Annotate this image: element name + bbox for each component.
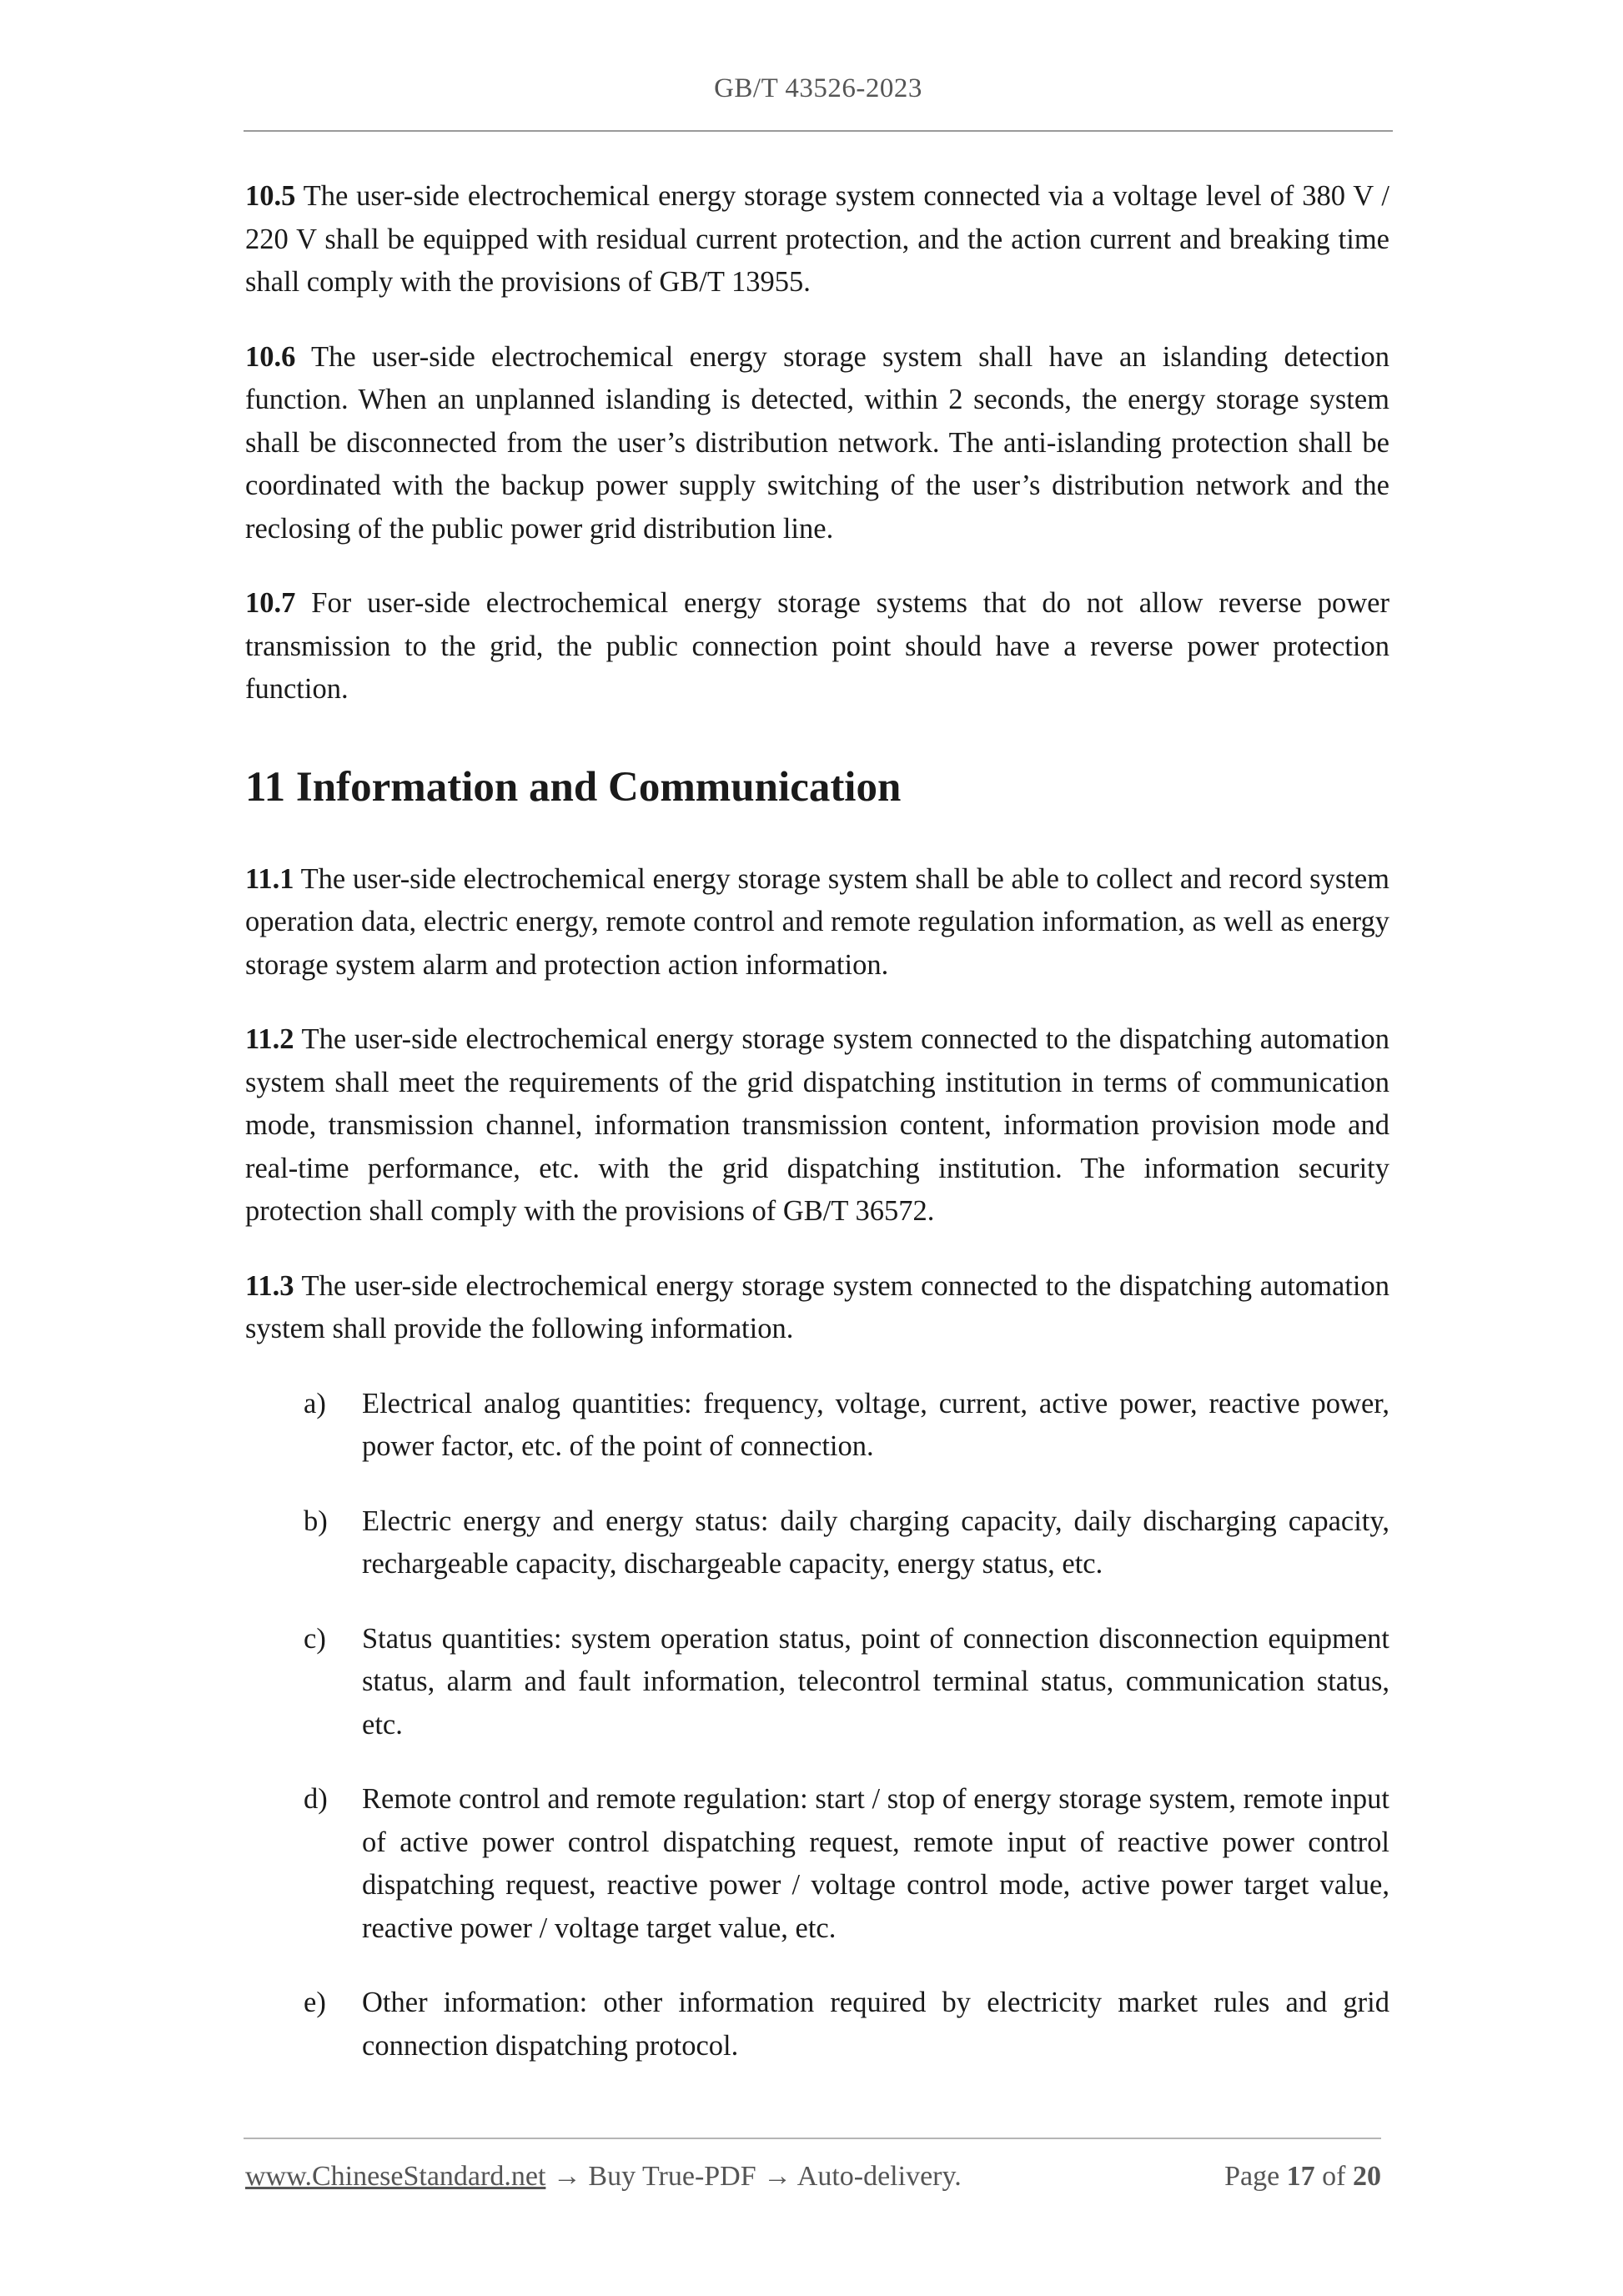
current-page-number: 17 bbox=[1286, 2161, 1315, 2192]
clause-text: The user-side electrochemical energy storage system connected to the dispatching automation system shall provide the following information. bbox=[245, 1269, 1389, 1344]
list-item bbox=[245, 1618, 1389, 1747]
clause-number: 10.6 bbox=[245, 340, 296, 373]
list-marker: a) bbox=[304, 1387, 326, 1419]
clause-10-5 bbox=[245, 175, 1389, 304]
clause-number: 11.1 bbox=[245, 862, 294, 895]
clause-text: For user-side electrochemical energy storage systems that do not allow reverse power transmission to the grid, the public connection point should have a reverse power protection function. bbox=[245, 587, 1389, 705]
list-item bbox=[245, 1500, 1389, 1586]
list-item-text: Status quantities: system operation status, point of connection disconnection equipment status, alarm and fault information, telecontrol terminal status, communication status, etc. bbox=[362, 1622, 1389, 1741]
list-item-text: Other information: other information required by electricity market rules and grid connection dispatching protocol. bbox=[362, 1987, 1389, 2062]
page-content bbox=[245, 175, 1389, 2099]
clause-number: 11.2 bbox=[245, 1023, 294, 1055]
list-item bbox=[245, 1383, 1389, 1469]
clause-10-7 bbox=[245, 582, 1389, 711]
document-header-id: GB/T 43526-2023 bbox=[714, 73, 922, 103]
header-divider bbox=[244, 130, 1393, 132]
clause-10-6 bbox=[245, 336, 1389, 551]
clause-11-2 bbox=[245, 1018, 1389, 1233]
clause-text: The user-side electrochemical energy storage system connected to the dispatching automation system shall meet the requirements of the grid dispatching institution in terms of communication mode, transmission channel, information transmission content, information provision mode and real-time performance, etc. with the grid dispatching institution. The information security protection shall comply with the provisions of GB/T 36572. bbox=[245, 1023, 1389, 1227]
information-list bbox=[245, 1383, 1389, 2068]
list-item bbox=[245, 1778, 1389, 1950]
list-item-text: Electrical analog quantities: frequency, voltage, current, active power, reactive power, power factor, etc. of the point of connection. bbox=[362, 1387, 1389, 1462]
clause-number: 11.3 bbox=[245, 1269, 294, 1302]
page-footer bbox=[245, 2161, 1381, 2193]
total-page-count: 20 bbox=[1353, 2161, 1381, 2192]
clause-number: 10.7 bbox=[245, 587, 296, 619]
clause-text: The user-side electrochemical energy storage system connected via a voltage level of 380 V / 220 V shall be equipped with residual current protection, and the action current and breaking time shall comply with the provisions of GB/T 13955. bbox=[245, 180, 1389, 298]
clause-11-3 bbox=[245, 1265, 1389, 1351]
list-marker: c) bbox=[304, 1622, 326, 1655]
footer-left bbox=[245, 2161, 962, 2193]
list-item-text: Remote control and remote regulation: start / stop of energy storage system, remote input of active power control dispatching request, remote input of reactive power control dispatching request, reactive power / voltage control mode, active power target value, reactive power / voltage target value, etc. bbox=[362, 1783, 1389, 1944]
list-marker: d) bbox=[304, 1783, 328, 1815]
footer-tagline: → Buy True-PDF → Auto-delivery. bbox=[545, 2161, 962, 2192]
clause-text: The user-side electrochemical energy storage system shall be able to collect and record system operation data, electric energy, remote control and remote regulation information, as well as energy storage system alarm and protection action information. bbox=[245, 862, 1389, 981]
footer-divider bbox=[244, 2138, 1381, 2139]
page-indicator bbox=[1224, 2161, 1381, 2193]
list-item-text: Electric energy and energy status: daily charging capacity, daily discharging capacity, rechargeable capacity, dischargeable capacity, energy status, etc. bbox=[362, 1505, 1389, 1580]
section-heading: 11 Information and Communication bbox=[245, 763, 902, 811]
clause-11-1 bbox=[245, 858, 1389, 987]
list-item bbox=[245, 1982, 1389, 2067]
clause-text: The user-side electrochemical energy storage system shall have an islanding detection function. When an unplanned islanding is detected, within 2 seconds, the energy storage system shall be disconnected from the user’s distribution network. The anti-islanding protection shall be coordinated with the backup power supply switching of the user’s distribution network and the reclosing of the public power grid distribution line. bbox=[245, 340, 1389, 545]
website-link[interactable]: www.ChineseStandard.net bbox=[245, 2161, 546, 2192]
list-marker: e) bbox=[304, 1987, 326, 2018]
list-marker: b) bbox=[304, 1505, 328, 1537]
page-of-label: of bbox=[1314, 2161, 1353, 2192]
page-label: Page bbox=[1224, 2161, 1287, 2192]
clause-number: 10.5 bbox=[245, 180, 296, 212]
